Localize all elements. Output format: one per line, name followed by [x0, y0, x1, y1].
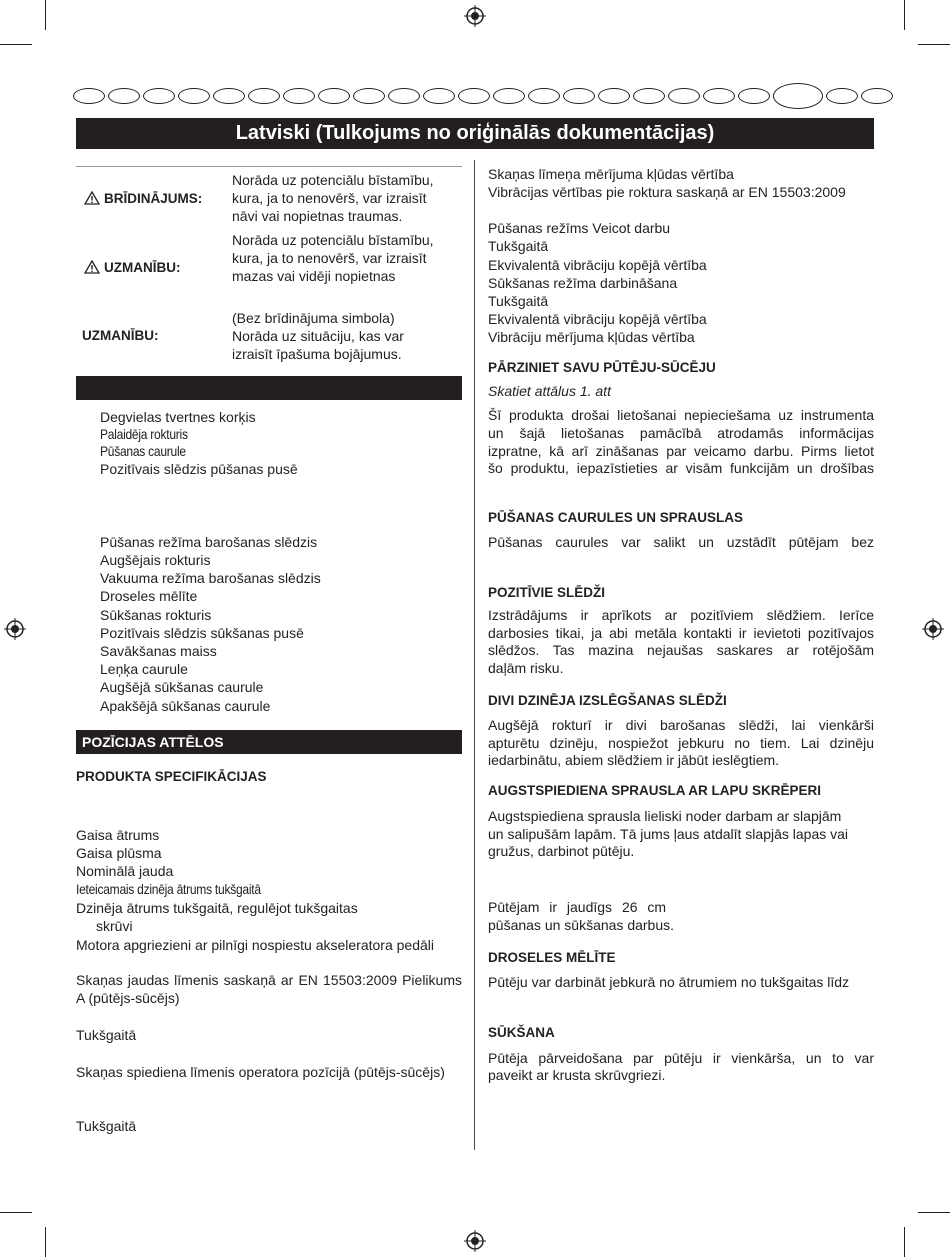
caution-text: izraisīt īpašuma bojājumus.	[232, 346, 402, 362]
language-tab	[598, 88, 630, 104]
registration-mark-icon	[4, 618, 26, 640]
body-text: Pūtējam ir jaudīgs 26 cm	[488, 899, 667, 915]
body-text: daļām risku.	[488, 660, 564, 676]
language-tab	[738, 88, 770, 104]
spec-label: Skaņas jaudas līmenis saskaņā ar EN 15503:2009 Pielikums A (pūtējs-sūcējs)	[76, 972, 462, 1006]
spec-label: Skaņas spiediena līmenis operatora pozīcijā (pūtējs-sūcējs)	[76, 1064, 445, 1080]
body-text: Šī produkta drošai lietošanai nepieciešama uz instrumenta	[488, 407, 874, 423]
column-divider	[474, 160, 475, 1150]
part-item: Pūšanas caurule	[100, 443, 186, 459]
language-tab	[528, 88, 560, 104]
section-heading-positions: POZĪCIJAS ATTĒLOS	[76, 730, 462, 754]
spec-label: Motora apgriezieni ar pilnīgi nospiestu akseleratora pedāli	[76, 937, 434, 953]
part-item: Augšējā sūkšanas caurule	[100, 679, 264, 695]
language-tab	[108, 88, 140, 104]
language-tab-active	[773, 83, 823, 109]
warning-triangle-icon	[84, 191, 100, 205]
crop-mark	[904, 0, 905, 30]
crop-mark	[904, 1227, 905, 1257]
section-heading: POZITĪVIE SLĒDŽI	[488, 585, 606, 600]
body-text: paveikt ar krusta skrūvgriezi.	[488, 1067, 666, 1083]
body-text: un salipušām lapām. Tā jums ļaus atdalīt slapjās lapas vai	[488, 826, 849, 842]
language-tab	[826, 88, 858, 104]
registration-mark-icon	[464, 5, 486, 27]
vibration-label: Tukšgaitā	[488, 293, 549, 309]
part-item: Pozitīvais slēdzis pūšanas pusē	[100, 461, 298, 477]
caution-label-no-symbol: UZMANĪBU:	[82, 328, 159, 343]
language-tab	[143, 88, 175, 104]
crop-mark	[918, 1212, 950, 1213]
crop-mark	[0, 44, 32, 45]
body-text: Pūtēju var darbināt jebkurā no ātrumiem no tukšgaitas līdz	[488, 974, 850, 990]
part-item: Pūšanas režīma barošanas slēdzis	[100, 534, 318, 550]
section-heading-specs: PRODUKTA SPECIFIKĀCIJAS	[76, 769, 267, 784]
figure-reference: Skatiet attālus 1. att	[488, 383, 611, 399]
body-text: Augstspiediena sprausla lieliski noder darbam ar slapjām	[488, 808, 842, 824]
language-tab	[633, 88, 665, 104]
body-text: šo produktu, iepazīstieties ar visām funkcijām un drošības	[488, 460, 874, 476]
crop-mark	[45, 0, 46, 30]
spec-label: skrūvi	[96, 918, 133, 934]
spec-label: Tukšgaitā	[76, 1027, 137, 1043]
section-heading: DROSELES MĒLĪTE	[488, 950, 616, 965]
page-title: Latviski (Tulkojums no oriģinālās dokumentācijas)	[76, 118, 874, 149]
section-bar	[76, 376, 462, 400]
spec-label: Gaisa plūsma	[76, 845, 162, 861]
spec-label: Tukšgaitā	[76, 1118, 137, 1134]
spec-label: Gaisa ātrums	[76, 827, 160, 843]
body-text: Pūtēja pārveidošana par pūtēju ir vienkārša, un to var	[488, 1050, 874, 1066]
vibration-label: Vibrāciju mērījuma kļūdas vērtība	[488, 329, 695, 345]
body-text: izpratne, kā arī zināšanas par veicamo darbu. Pirms lietot	[488, 443, 874, 459]
crop-mark	[45, 1227, 46, 1257]
language-tab	[668, 88, 700, 104]
part-item: Sūkšanas rokturis	[100, 607, 212, 623]
section-heading: AUGSTSPIEDIENA SPRAUSLA AR LAPU SKRĒPERI	[488, 783, 822, 798]
caution-text: Norāda uz potenciālu bīstamību,	[232, 232, 434, 248]
caution-label: UZMANĪBU:	[84, 259, 181, 277]
body-text: Izstrādājums ir aprīkots ar pozitīviem slēdžiem. Ierīce	[488, 607, 874, 623]
body-text: Augšējā rokturī ir divi barošanas slēdži, lai vienkārši	[488, 717, 874, 733]
crop-mark	[0, 1212, 32, 1213]
body-text: Pūšanas caurules var salikt un uzstādīt pūtējam bez	[488, 534, 874, 550]
language-tab	[458, 88, 490, 104]
spec-label: Skaņas līmeņa mērījuma kļūdas vērtība	[488, 166, 734, 182]
language-tab	[283, 88, 315, 104]
spec-label: Vibrācijas vērtības pie roktura saskaņā ar EN 15503:2009	[488, 184, 846, 200]
language-tab	[213, 88, 245, 104]
vibration-label: Tukšgaitā	[488, 238, 549, 254]
language-tab	[861, 88, 893, 104]
section-heading: SŪKŠANA	[488, 1025, 555, 1040]
language-tab	[248, 88, 280, 104]
warning-triangle-icon	[84, 260, 100, 274]
language-tab	[353, 88, 385, 104]
body-text: slēdžos. Tas mazina nejaušas saskares ar rotējošām	[488, 642, 874, 658]
language-tab	[388, 88, 420, 104]
language-tab	[423, 88, 455, 104]
body-text: pūšanas un sūkšanas darbus.	[488, 917, 675, 933]
language-tab	[703, 88, 735, 104]
section-heading: PĀRZINIET SAVU PŪTĒJU-SŪCĒJU	[488, 360, 716, 375]
warning-label: BRĪDINĀJUMS:	[84, 190, 202, 208]
part-item: Savākšanas maiss	[100, 643, 217, 659]
part-item: Droseles mēlīte	[100, 588, 198, 604]
body-text: apturētu dzinēju, nospiežot jebkuru no tiem. Lai dzinēju	[488, 735, 874, 751]
registration-mark-icon	[464, 1230, 486, 1252]
vibration-label: Pūšanas režīms Veicot darbu	[488, 220, 671, 236]
registration-mark-icon	[922, 618, 944, 640]
body-text: un šajā lietošanas pamācībā atrodamās informācijas	[488, 425, 874, 441]
section-heading: PŪŠANAS CAURULES UN SPRAUSLAS	[488, 510, 744, 525]
body-text: gružus, darbinot pūtēju.	[488, 843, 635, 859]
part-item: Palaidēja rokturis	[100, 426, 188, 442]
part-item: Degvielas tvertnes korķis	[100, 409, 256, 425]
caution-text: (Bez brīdinājuma simbola)	[232, 310, 395, 326]
vibration-label: Sūkšanas režīma darbināšana	[488, 275, 678, 291]
warning-text: nāvi vai nopietnas traumas.	[232, 208, 403, 224]
language-tab	[318, 88, 350, 104]
part-item: Pozitīvais slēdzis sūkšanas pusē	[100, 625, 304, 641]
warnings-table-top-rule	[76, 166, 462, 167]
warning-text: kura, ja to nenovērš, var izraisīt	[232, 190, 427, 206]
caution-text: Norāda uz situāciju, kas var	[232, 328, 404, 344]
part-item: Apakšējā sūkšanas caurule	[100, 698, 271, 714]
part-item: Vakuuma režīma barošanas slēdzis	[100, 570, 321, 586]
section-heading: DIVI DZINĒJA IZSLĒGŠANAS SLĒDŽI	[488, 693, 727, 708]
vibration-label: Ekvivalentā vibrāciju kopējā vērtība	[488, 257, 707, 273]
caution-text: kura, ja to nenovērš, var izraisīt	[232, 250, 427, 266]
language-tab	[563, 88, 595, 104]
spec-label: Nominālā jauda	[76, 863, 174, 879]
spec-label: Ieteicamais dzinēja ātrums tukšgaitā	[76, 881, 261, 897]
spec-label: Dzinēja ātrums tukšgaitā, regulējot tukšgaitas	[76, 900, 358, 916]
language-tabs	[73, 86, 875, 106]
vibration-label: Ekvivalentā vibrāciju kopējā vērtība	[488, 311, 707, 327]
crop-mark	[918, 44, 950, 45]
body-text: darbosies tikai, ja abi metāla kontakti ir ievietoti pozitīvajos	[488, 625, 874, 641]
part-item: Augšējais rokturis	[100, 552, 211, 568]
language-tab	[73, 88, 105, 104]
warning-text: Norāda uz potenciālu bīstamību,	[232, 172, 434, 188]
body-text: iedarbinātu, abiem slēdžiem ir jābūt ieslēgtiem.	[488, 752, 780, 768]
caution-text: mazas vai vidēji nopietnas	[232, 268, 396, 284]
part-item: Leņķa caurule	[100, 661, 188, 677]
language-tab	[493, 88, 525, 104]
language-tab	[178, 88, 210, 104]
